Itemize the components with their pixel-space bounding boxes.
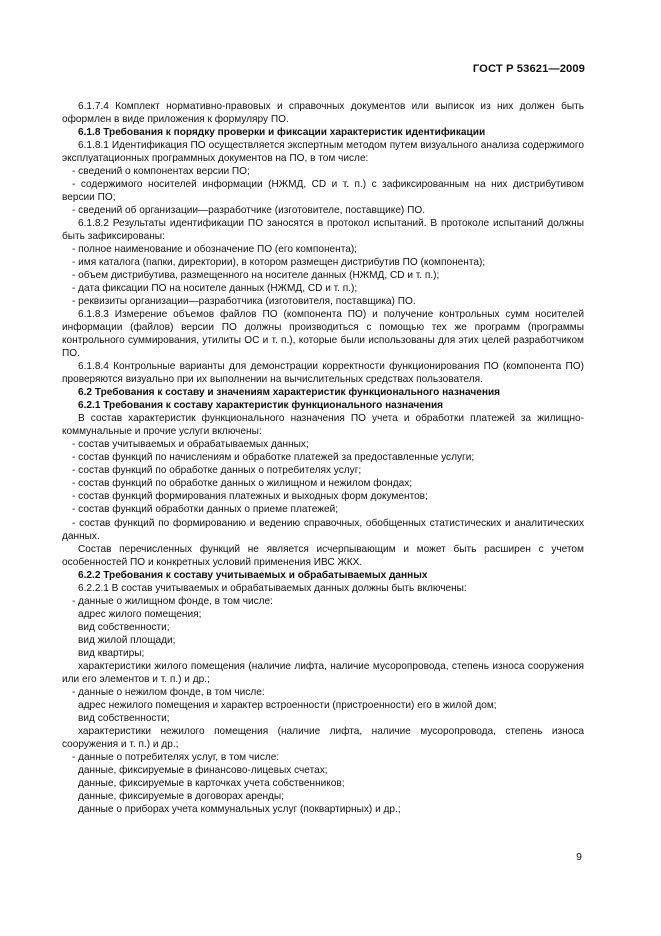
- paragraph: 6.1.8.2 Результаты идентификации ПО заносятся в протокол испытаний. В протоколе испытаний должны быть зафиксированы:: [62, 218, 584, 243]
- section-heading: 6.2.2 Требования к составу учитываемых и обрабатываемых данных: [78, 569, 428, 581]
- sub-list-item: адрес нежилого помещения и характер встроенности (пристроенности) его в жилой дом;: [78, 699, 497, 711]
- sub-list-item: данные, фиксируемые в финансово-лицевых счетах;: [78, 764, 328, 776]
- sub-list-item: вид жилой площади;: [78, 634, 176, 646]
- sub-list-item: вид собственности;: [78, 621, 170, 633]
- list-item: - сведений о компонентах версии ПО;: [72, 166, 250, 178]
- sub-list-item: данные, фиксируемые в карточках учета собственников;: [78, 777, 345, 789]
- list-item: - состав функций формирования платежных и выходных форм документов;: [72, 491, 428, 503]
- paragraph: 6.1.8.3 Измерение объемов файлов ПО (компонента ПО) и получение контрольных сумм носителей информации (файлов) версии ПО должны производиться с помощью тех же программ (программы контрольного суммирования, утилиты ОС и т. п.), которые были использованы для этих целей разработчиком ПО.: [62, 309, 584, 360]
- sub-list-item: данные, фиксируемые в договорах аренды;: [78, 790, 284, 802]
- list-item: - имя каталога (папки, директории), в котором размещен дистрибутив ПО (компонента);: [72, 257, 486, 269]
- list-item: - данные о жилищном фонде, в том числе:: [72, 595, 273, 607]
- list-item: - реквизиты организации—разработчика (изготовителя, поставщика) ПО.: [72, 296, 416, 308]
- section-heading: 6.1.8 Требования к порядку проверки и фиксации характеристик идентификации: [78, 127, 486, 139]
- list-item: - состав учитываемых и обрабатываемых данных;: [72, 439, 309, 451]
- paragraph: Состав перечисленных функций не является исчерпывающим и может быть расширен с учетом особенностей ПО и конкретных условий применения ИВС ЖКХ.: [62, 543, 584, 568]
- list-item: - содержимого носителей информации (НЖМД, CD и т. п.) с зафиксированным на них дистрибутивом версии ПО;: [62, 179, 584, 204]
- list-item: - объем дистрибутива, размещенного на носителе данных (НЖМД, CD и т. п.);: [72, 270, 440, 282]
- document-body: [62, 100, 584, 816]
- list-item: - дата фиксации ПО на носителе данных (НЖМД, CD и т. п.);: [72, 283, 358, 295]
- list-item: - состав функций по обработке данных о потребителях услуг;: [72, 465, 362, 477]
- list-item: - состав функций по формированию и ведению справочных, обобщенных статистических и аналитических данных.: [62, 517, 584, 542]
- paragraph: 6.1.8.1 Идентификация ПО осуществляется экспертным методом путем визуального анализа содержимого эксплуатационных программных документов на ПО, в том числе:: [62, 140, 584, 165]
- list-item: - данные о потребителях услуг, в том числе:: [72, 751, 280, 763]
- document-code-header: ГОСТ Р 53621—2009: [472, 63, 585, 75]
- section-heading: 6.2 Требования к составу и значениям характеристик функционального назначения: [78, 387, 501, 399]
- sub-list-item: данные о приборах учета коммунальных услуг (поквартирных) и др.;: [78, 803, 401, 815]
- list-item: - состав функций по начислениям и обработке платежей за предоставленные услуги;: [72, 452, 475, 464]
- sub-list-item: вид собственности;: [78, 712, 170, 724]
- list-item: - состав функций по обработке данных о жилищном и нежилом фондах;: [72, 478, 413, 490]
- list-item: - полное наименование и обозначение ПО (его компонента);: [72, 244, 357, 256]
- list-item: - данные о нежилом фонде, в том числе:: [72, 686, 265, 698]
- paragraph: 6.2.2.1 В состав учитываемых и обрабатываемых данных должны быть включены:: [78, 582, 467, 594]
- section-heading: 6.2.1 Требования к составу характеристик функционального назначения: [78, 400, 444, 412]
- sub-list-item: адрес жилого помещения;: [78, 608, 202, 620]
- paragraph: 6.1.8.4 Контрольные варианты для демонстрации корректности функционирования ПО (компонента ПО) проверяются визуально при их выполнении на вычислительных средствах пользователя.: [62, 361, 584, 386]
- sub-list-item: вид квартиры;: [78, 647, 145, 659]
- paragraph: В состав характеристик функционального назначения ПО учета и обработки платежей за жилищно-коммунальные и прочие услуги включены:: [62, 413, 584, 438]
- page-number: 9: [576, 851, 582, 863]
- sub-list-item: характеристики жилого помещения (наличие лифта, наличие мусоропровода, степень износа сооружения или его элементов и т. п.) и др.;: [62, 660, 584, 685]
- list-item: - состав функций обработки данных о приеме платежей;: [72, 504, 339, 516]
- paragraph: 6.1.7.4 Комплект нормативно-правовых и справочных документов или выписок из них должен быть оформлен в виде приложения к формуляру ПО.: [62, 101, 584, 126]
- sub-list-item: характеристики нежилого помещения (наличие лифта, наличие мусоропровода, степень износа сооружения и т. п.) и др.;: [62, 725, 584, 750]
- list-item: - сведений об организации—разработчике (изготовителе, поставщике) ПО.: [72, 205, 426, 217]
